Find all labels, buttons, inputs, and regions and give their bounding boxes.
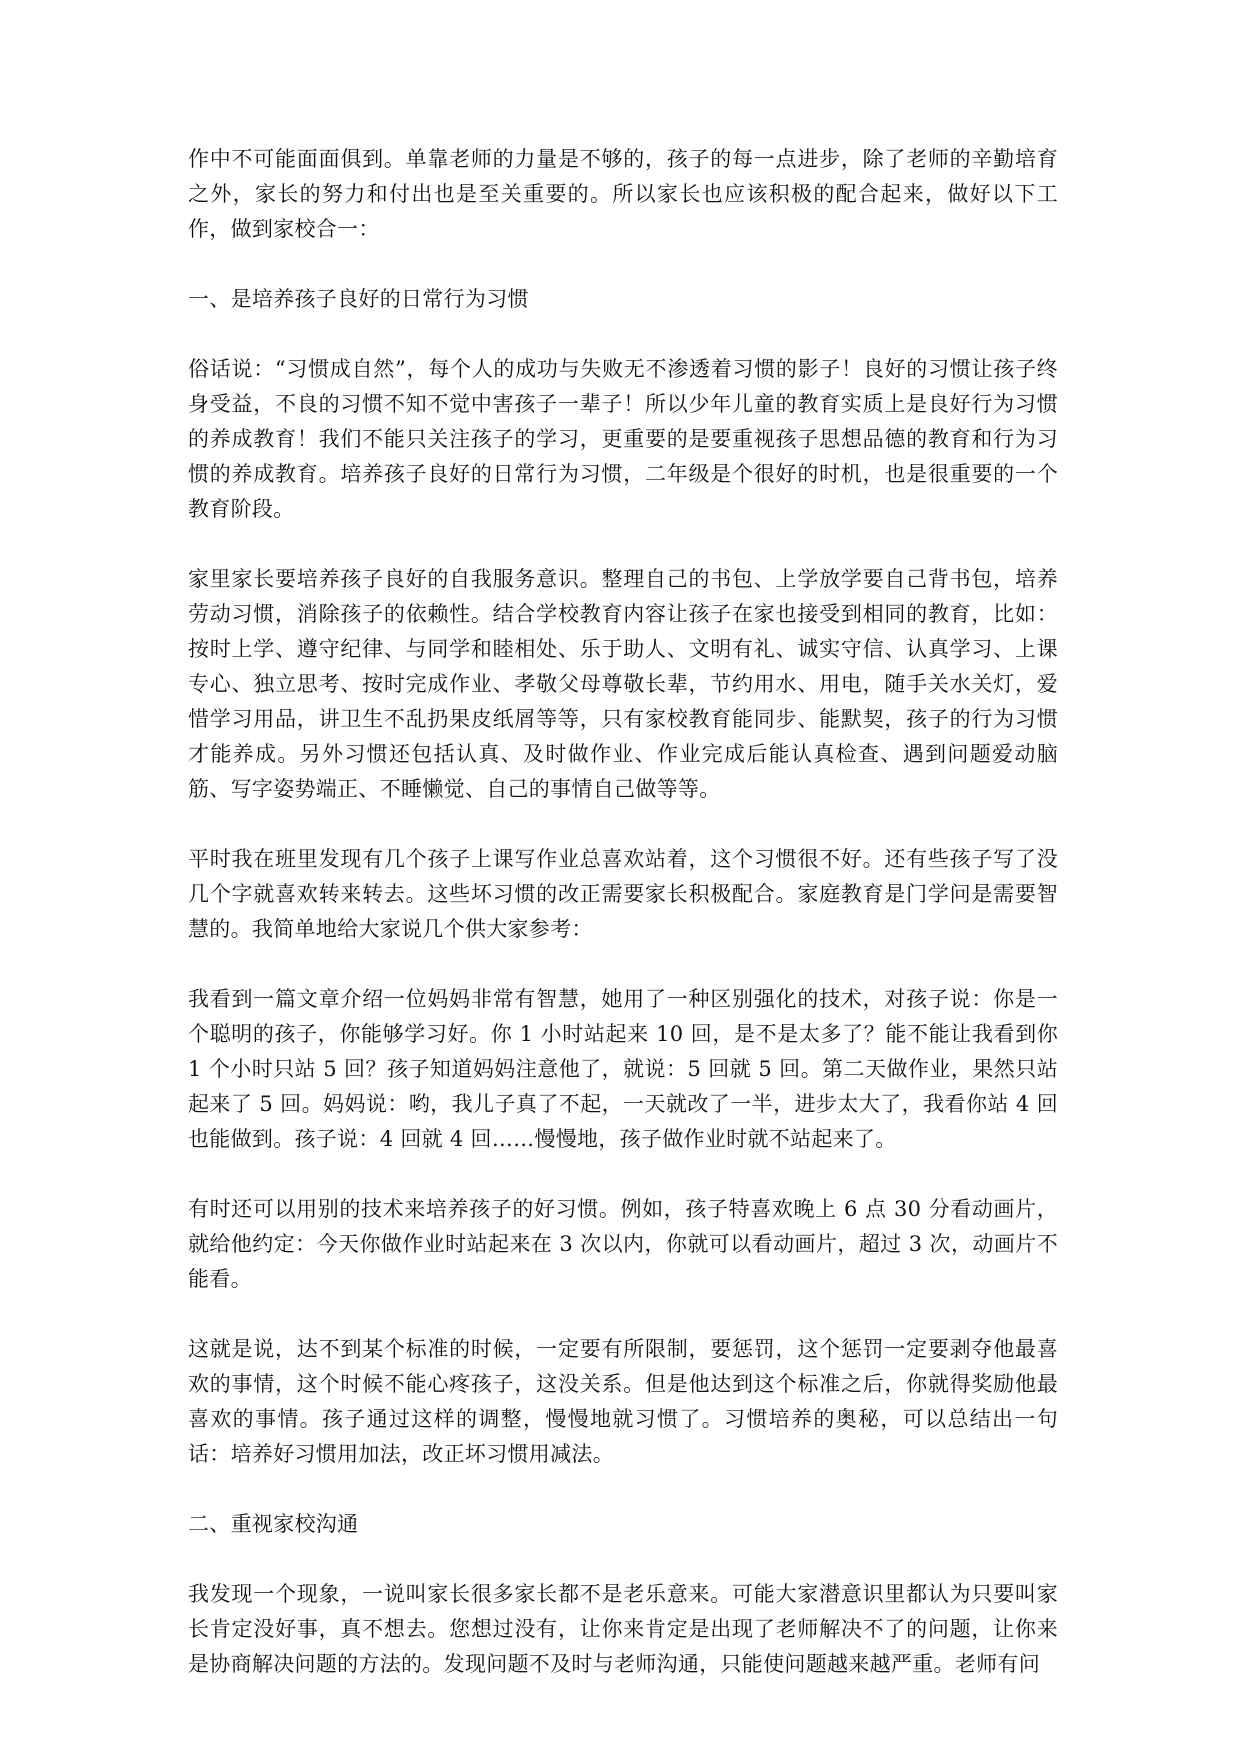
section-heading-1: 一、是培养孩子良好的日常行为习惯 xyxy=(188,287,529,311)
document-body xyxy=(188,142,1058,1717)
section-heading-2: 二、重视家校沟通 xyxy=(188,1512,359,1536)
paragraph-self-service: 家里家长要培养孩子良好的自我服务意识。整理自己的书包、上学放学要自己背书包，培养劳动习惯，消除孩子的依赖性。结合学校教育内容让孩子在家也接受到相同的教育，比如：按时上学、遵守纪律、与同学和睦相处、乐于助人、文明有礼、诚实守信、认真学习、上课专心、独立思考、按时完成作业、孝敬父母尊敬长辈，节约用水、用电，随手关水关灯，爱惜学习用品，讲卫生不乱扔果皮纸屑等等，只有家校教育能同步、能默契，孩子的行为习惯才能养成。另外习惯还包括认真、及时做作业、作业完成后能认真检查、遇到问题爱动脑筋、写字姿势端正、不睡懒觉、自己的事情自己做等等。 xyxy=(188,567,1058,801)
paragraph-intro: 作中不可能面面俱到。单靠老师的力量是不够的，孩子的每一点进步，除了老师的辛勤培育之外，家长的努力和付出也是至关重要的。所以家长也应该积极的配合起来，做好以下工作，做到家校合一： xyxy=(188,147,1058,241)
paragraph-habits-importance: 俗话说：“习惯成自然”，每个人的成功与失败无不渗透着习惯的影子！良好的习惯让孩子终身受益，不良的习惯不知不觉中害孩子一辈子！所以少年儿童的教育实质上是良好行为习惯的养成教育！我们不能只关注孩子的学习，更重要的是要重视孩子思想品德的教育和行为习惯的养成教育。培养孩子良好的日常行为习惯，二年级是个很好的时机，也是很重要的一个教育阶段。 xyxy=(188,357,1058,521)
paragraph-class-observation: 平时我在班里发现有几个孩子上课写作业总喜欢站着，这个习惯很不好。还有些孩子写了没几个字就喜欢转来转去。这些坏习惯的改正需要家长积极配合。家庭教育是门学问是需要智慧的。我简单地给大家说几个供大家参考： xyxy=(188,847,1058,941)
paragraph-cartoon-example: 有时还可以用别的技术来培养孩子的好习惯。例如，孩子特喜欢晚上 6 点 30 分看动画片，就给他约定：今天你做作业时站起来在 3 次以内，你就可以看动画片，超过 3 次，动画片不能看。 xyxy=(188,1197,1058,1291)
paragraph-communication: 我发现一个现象，一说叫家长很多家长都不是老乐意来。可能大家潜意识里都认为只要叫家长肯定没好事，真不想去。您想过没有，让你来肯定是出现了老师解决不了的问题，让你来是协商解决问题的方法的。发现问题不及时与老师沟通，只能使问题越来越严重。老师有问 xyxy=(188,1582,1058,1676)
paragraph-mother-example: 我看到一篇文章介绍一位妈妈非常有智慧，她用了一种区别强化的技术，对孩子说：你是一个聪明的孩子，你能够学习好。你 1 小时站起来 10 回，是不是太多了？能不能让我看到你 1 个小时只站 5 回？孩子知道妈妈注意他了，就说：5 回就 5 回。第二天做作业，果然只站起来了 5 回。妈妈说：哟，我儿子真了不起，一天就改了一半，进步太大了，我看你站 4 回也能做到。孩子说：4 回就 4 回……慢慢地，孩子做作业时就不站起来了。 xyxy=(188,987,1058,1151)
paragraph-summary: 这就是说，达不到某个标准的时候，一定要有所限制，要惩罚，这个惩罚一定要剥夺他最喜欢的事情，这个时候不能心疼孩子，这没关系。但是他达到这个标准之后，你就得奖励他最喜欢的事情。孩子通过这样的调整，慢慢地就习惯了。习惯培养的奥秘，可以总结出一句话：培养好习惯用加法，改正坏习惯用减法。 xyxy=(188,1337,1058,1466)
